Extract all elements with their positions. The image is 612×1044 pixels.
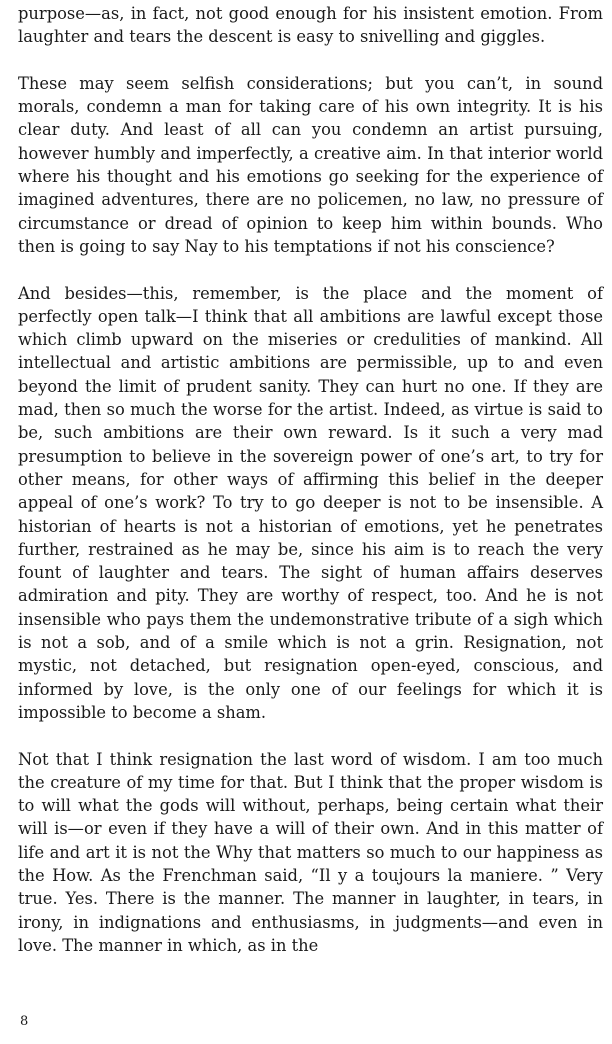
paragraph-3: And besides—this, remember, is the place and the moment of perfectly open talk—I think that all ambitions are lawful except those which climb upward on the miseries or credulities of mankind. All intellectual and artistic ambitions are permissible, up to and even beyond the limit of prudent sanity. They can hurt no one. If they are mad, then so much the worse for the artist. Indeed, as virtue is said to be, such ambitions are their own reward. Is it such a very mad presumption to believe in the sovereign power of one’s art, to try for other means, for other ways of affirming this belief in the deeper appeal of one’s work? To try to go deeper is not to be insensible. A historian of hearts is not a historian of emotions, yet he penetrates further, restrained as he may be, since his aim is to reach the very fount of laughter and tears. The sight of human affairs deserves admiration and pity. They are worthy of respect, too. And he is not insensible who pays them the undemonstrative tribute of a sigh which is not a sob, and of a smile which is not a grin. Resignation, not mystic, not detached, but resignation open-eyed, conscious, and informed by love, is the only one of our feelings for which it is impossible to become a sham. [18,283,603,722]
paragraph-1: purpose—as, in fact, not good enough for his insistent emotion. From laughter and tears the descent is easy to snivelling and giggles. [18,4,603,47]
paragraph-2: These may seem selfish considerations; but you can’t, in sound morals, condemn a man for taking care of his own integrity. It is his clear duty. And least of all can you condemn an artist pursuing, however humbly and imperfectly, a creative aim. In that interior world where his thought and his emotions go seeking for the experience of imagined adventures, there are no policemen, no law, no pressure of circumstance or dread of opinion to keep him within bounds. Who then is going to say Nay to his temptations if not his conscience? [18,73,603,256]
document-page [18,2,603,980]
page-number: 8 [20,1014,29,1029]
paragraph-4: Not that I think resignation the last word of wisdom. I am too much the creature of my time for that. But I think that the proper wisdom is to will what the gods will without, perhaps, being certain what their will is—or even if they have a will of their own. And in this matter of life and art it is not the Why that matters so much to our happiness as the How. As the Frenchman said, “Il y a toujours la maniere. ” Very true. Yes. There is the manner. The manner in laughter, in tears, in irony, in indignations and enthusiasms, in judgments—and even in love. The manner in which, as in the [18,749,603,955]
